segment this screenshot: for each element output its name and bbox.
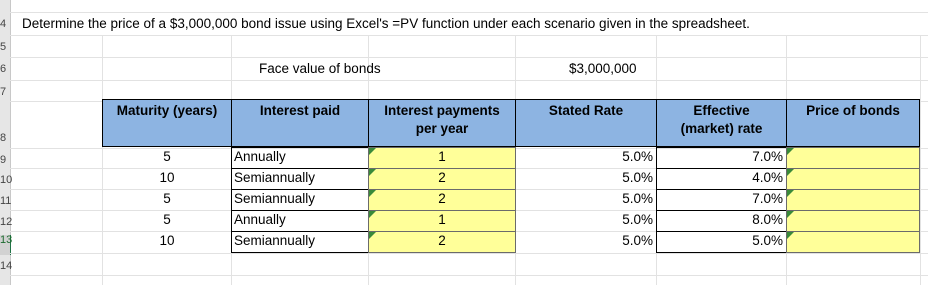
gridline-horizontal bbox=[10, 12, 928, 13]
header-maturity[interactable] bbox=[102, 99, 232, 147]
error-indicator-icon bbox=[787, 190, 794, 197]
cell-payments-per-year[interactable]: 2 bbox=[438, 170, 446, 185]
error-indicator-icon bbox=[787, 211, 794, 218]
row-number-13[interactable]: 13 bbox=[0, 235, 10, 255]
gridline-horizontal bbox=[10, 275, 928, 276]
header-maturity-label: Maturity (years) bbox=[116, 103, 218, 118]
row-number-8[interactable]: 8 bbox=[0, 132, 7, 144]
header-stated-rate-label: Stated Rate bbox=[548, 103, 624, 118]
cell-payments-per-year[interactable]: 2 bbox=[438, 191, 446, 206]
cell-payments-per-year[interactable]: 1 bbox=[438, 212, 446, 227]
error-indicator-icon bbox=[787, 169, 794, 176]
cell-effective-rate[interactable]: 7.0% bbox=[752, 149, 783, 164]
header-price-of-bonds[interactable] bbox=[786, 99, 920, 147]
row-number-4[interactable]: 4 bbox=[0, 18, 7, 30]
cell-stated-rate[interactable]: 5.0% bbox=[622, 233, 653, 248]
cell-payments-per-year[interactable]: 2 bbox=[438, 233, 446, 248]
cell-price-of-bonds[interactable] bbox=[786, 189, 920, 211]
row-number-9[interactable]: 9 bbox=[0, 154, 7, 166]
row-number-10[interactable]: 10 bbox=[0, 174, 13, 186]
header-interest-payments-line1: Interest payments bbox=[384, 103, 500, 118]
gridline-vertical bbox=[920, 35, 921, 285]
cell-interest-paid[interactable]: Annually bbox=[234, 149, 286, 164]
instruction-text[interactable]: Determine the price of a $3,000,000 bond issue using Excel's =PV function under each scenario given in the spreadsheet. bbox=[22, 16, 750, 31]
header-stated-rate[interactable] bbox=[515, 99, 657, 147]
cell-effective-rate[interactable]: 5.0% bbox=[752, 233, 783, 248]
row-number-14[interactable]: 14 bbox=[0, 260, 13, 272]
header-interest-payments[interactable] bbox=[368, 99, 516, 147]
cell-interest-paid[interactable]: Semiannually bbox=[234, 170, 316, 185]
cell-price-of-bonds[interactable] bbox=[786, 210, 920, 232]
cell-interest-paid[interactable]: Semiannually bbox=[234, 191, 316, 206]
header-effective-line1: Effective bbox=[693, 103, 750, 118]
header-effective-rate[interactable] bbox=[656, 99, 787, 147]
cell-maturity[interactable]: 5 bbox=[163, 191, 171, 206]
row-number-7[interactable]: 7 bbox=[0, 86, 7, 98]
face-value-amount[interactable]: $3,000,000 bbox=[569, 61, 637, 76]
gridline-horizontal bbox=[10, 57, 928, 58]
cell-price-of-bonds[interactable] bbox=[786, 168, 920, 190]
cell-effective-rate[interactable]: 8.0% bbox=[752, 212, 783, 227]
row-number-11[interactable]: 11 bbox=[0, 195, 12, 207]
header-effective-line2: (market) rate bbox=[680, 121, 763, 136]
cell-effective-rate[interactable]: 4.0% bbox=[752, 170, 783, 185]
cell-effective-rate[interactable]: 7.0% bbox=[752, 191, 783, 206]
row-number-6[interactable]: 6 bbox=[0, 63, 7, 75]
cell-stated-rate[interactable]: 5.0% bbox=[622, 170, 653, 185]
gridline-horizontal bbox=[10, 80, 928, 81]
cell-stated-rate[interactable]: 5.0% bbox=[622, 191, 653, 206]
header-interest-paid-label: Interest paid bbox=[259, 103, 341, 118]
cell-maturity[interactable]: 5 bbox=[163, 212, 171, 227]
error-indicator-icon bbox=[787, 232, 794, 239]
cell-payments-per-year[interactable]: 1 bbox=[438, 149, 446, 164]
cell-price-of-bonds[interactable] bbox=[786, 147, 920, 169]
header-price-label: Price of bonds bbox=[806, 103, 900, 118]
row-number-5[interactable]: 5 bbox=[0, 41, 7, 53]
cell-maturity[interactable]: 10 bbox=[159, 170, 175, 185]
header-interest-paid[interactable] bbox=[231, 99, 369, 147]
cell-maturity[interactable]: 10 bbox=[159, 233, 175, 248]
cell-interest-paid[interactable]: Annually bbox=[234, 212, 286, 227]
cell-price-of-bonds[interactable] bbox=[786, 231, 920, 253]
error-indicator-icon bbox=[787, 148, 794, 155]
cell-stated-rate[interactable]: 5.0% bbox=[622, 212, 653, 227]
header-interest-payments-line2: per year bbox=[415, 121, 469, 136]
cell-interest-paid[interactable]: Semiannually bbox=[234, 233, 316, 248]
gridline-horizontal bbox=[10, 35, 928, 36]
cell-maturity[interactable]: 5 bbox=[163, 149, 171, 164]
row-number-12[interactable]: 12 bbox=[0, 216, 13, 228]
cell-stated-rate[interactable]: 5.0% bbox=[622, 149, 653, 164]
face-value-label[interactable]: Face value of bonds bbox=[259, 61, 381, 76]
gridline-horizontal bbox=[10, 253, 928, 254]
